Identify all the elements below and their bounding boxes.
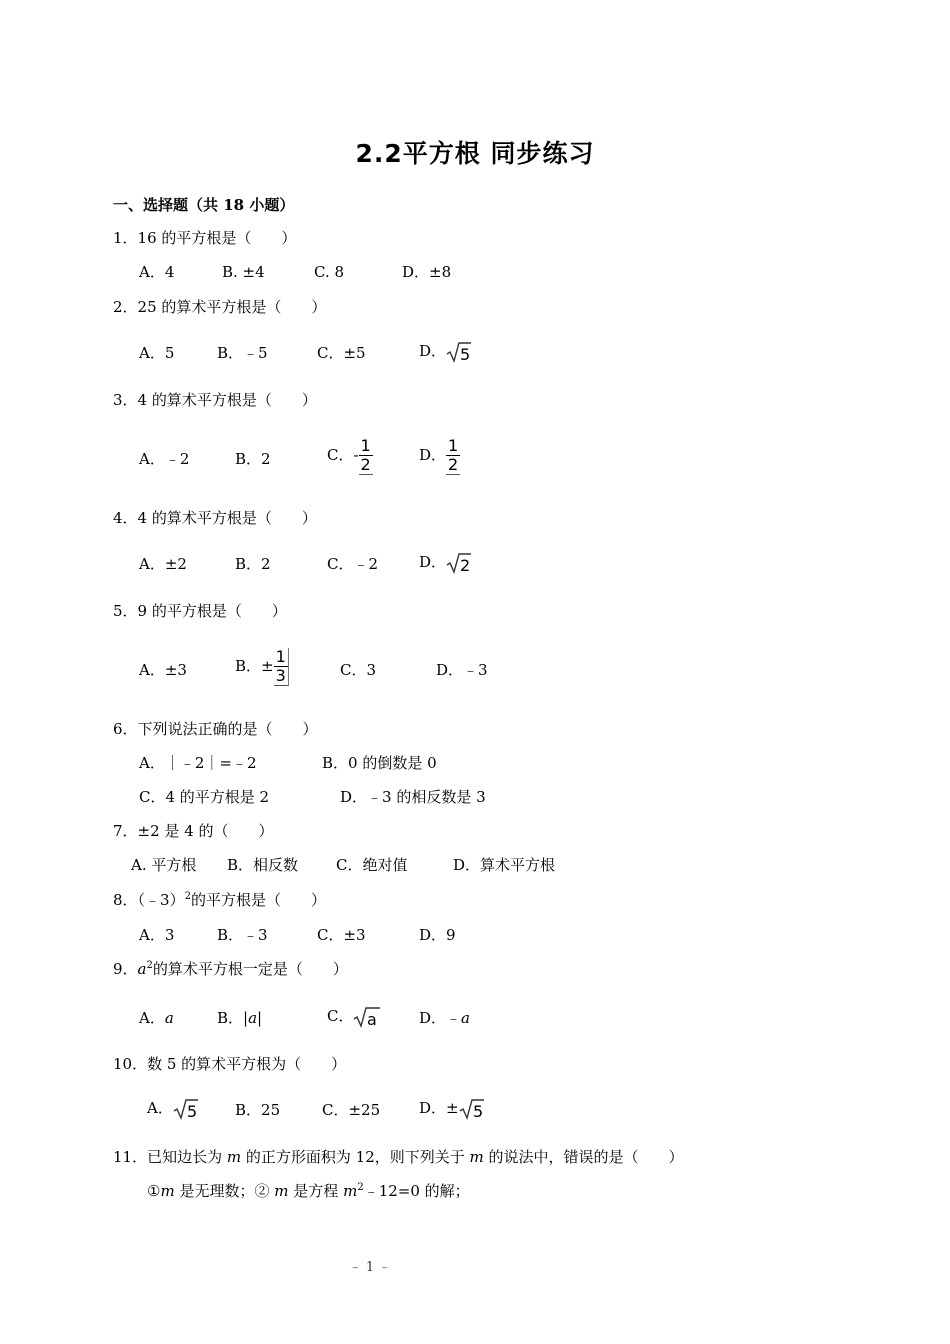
option-c-label: C．- [327,446,359,464]
question-5-stem: 5．9 的平方根是（ ） [113,602,287,620]
fraction: $\frac{1}{3}$ [274,648,289,686]
question-1-option-c: C. 8 [314,263,345,281]
question-9-option-c: C． a [327,1006,381,1028]
question-3-stem: 3．4 的算术平方根是（ ） [113,391,317,409]
question-1-option-b: B. ±4 [222,263,265,281]
question-10-option-d: D．± 5 [419,1099,483,1120]
question-5-option-b [235,648,289,686]
question-9-option-b: B．|a| [217,1009,263,1027]
question-8-option-c: C．±3 [317,926,366,944]
question-10-option-b: B．25 [235,1101,281,1119]
question-11-stem: 11．已知边长为 m 的正方形面积为 12，则下列关于 m 的说法中，错误的是（ ） [113,1148,684,1166]
question-8-option-d: D．9 [419,926,456,944]
section-heading: 一、选择题（共 18 小题） [113,196,295,214]
question-5-option-d: D．﹣3 [436,661,488,679]
question-7-option-a: A. 平方根 [131,856,197,874]
square-root-icon [173,1098,199,1120]
radicand: 5 [460,345,471,363]
question-6-stem: 6．下列说法正确的是（ ） [113,720,318,738]
question-7-stem: 7．±2 是 4 的（ ） [113,822,274,840]
question-9-option-a: A．a [139,1009,174,1027]
question-5-option-a: A．±3 [139,661,187,679]
question-3-option-a: A．﹣2 [139,450,190,468]
question-8-option-b: B．﹣3 [217,926,268,944]
option-d-label: D． [419,446,447,464]
radicand: 2 [460,556,471,574]
question-2-option-d [419,341,472,363]
question-6-option-a: A．｜﹣2｜=﹣2 [139,754,257,772]
radicand: 5 [186,1102,198,1120]
question-6-option-d: D．﹣3 的相反数是 3 [340,788,486,806]
question-11-statements: ①m 是无理数；② m 是方程 $m^2﹣12=0$ 的解； [147,1182,470,1200]
square-root-icon [446,552,472,574]
question-2-option-c: C．±5 [317,344,366,362]
option-d-label: D． [419,553,447,571]
question-10-option-c: C．±25 [322,1101,381,1119]
question-10-option-a: A． 5 [147,1099,198,1120]
radicand: 5 [472,1102,483,1120]
fraction: $\frac{1}{2}$ [448,436,459,474]
question-8-option-a: A．3 [139,926,175,944]
question-1-option-d: D．±8 [402,263,452,281]
question-6-option-c: C．4 的平方根是 2 [139,788,270,806]
option-b-label: B．± [235,657,274,675]
question-9-stem: 9．$a^2$的算术平方根一定是（ ） [113,960,348,978]
question-3-option-c [327,437,373,475]
question-3-option-b: B．2 [235,450,271,468]
question-7-option-b: B．相反数 [227,856,299,874]
question-1-stem: 1．16 的平方根是（ ） [113,229,297,247]
square-root-icon [353,1006,381,1028]
question-4-option-a: A．±2 [139,555,187,573]
radicand: a [367,1010,378,1028]
question-2-option-b: B．﹣5 [217,344,268,362]
question-4-option-d [419,552,472,574]
question-5-option-c: C．3 [340,661,377,679]
square-root-icon [446,341,472,363]
page-number: ﹣ 1 ﹣ [348,1260,392,1275]
question-3-option-d [419,437,460,475]
question-4-option-b: B．2 [235,555,271,573]
question-1-option-a: A．4 [139,263,175,281]
square-root-icon [459,1098,485,1120]
option-d-label: D． [419,342,447,360]
fraction: $\frac{1}{2}$ [360,436,371,474]
question-4-stem: 4．4 的算术平方根是（ ） [113,509,317,527]
question-7-option-c: C．绝对值 [336,856,408,874]
question-2-stem: 2．25 的算术平方根是（ ） [113,298,327,316]
question-4-option-c: C．﹣2 [327,555,379,573]
question-6-option-b: B．0 的倒数是 0 [322,754,437,772]
question-7-option-d: D．算术平方根 [453,856,556,874]
question-8-stem: 8．（﹣3）$^2$的平方根是（ ） [113,891,326,909]
page-title: 2.2平方根 同步练习 [355,139,595,168]
question-9-option-d: D．﹣a [419,1009,470,1027]
question-10-stem: 10．数 5 的算术平方根为（ ） [113,1055,347,1073]
question-2-option-a: A．5 [139,344,175,362]
